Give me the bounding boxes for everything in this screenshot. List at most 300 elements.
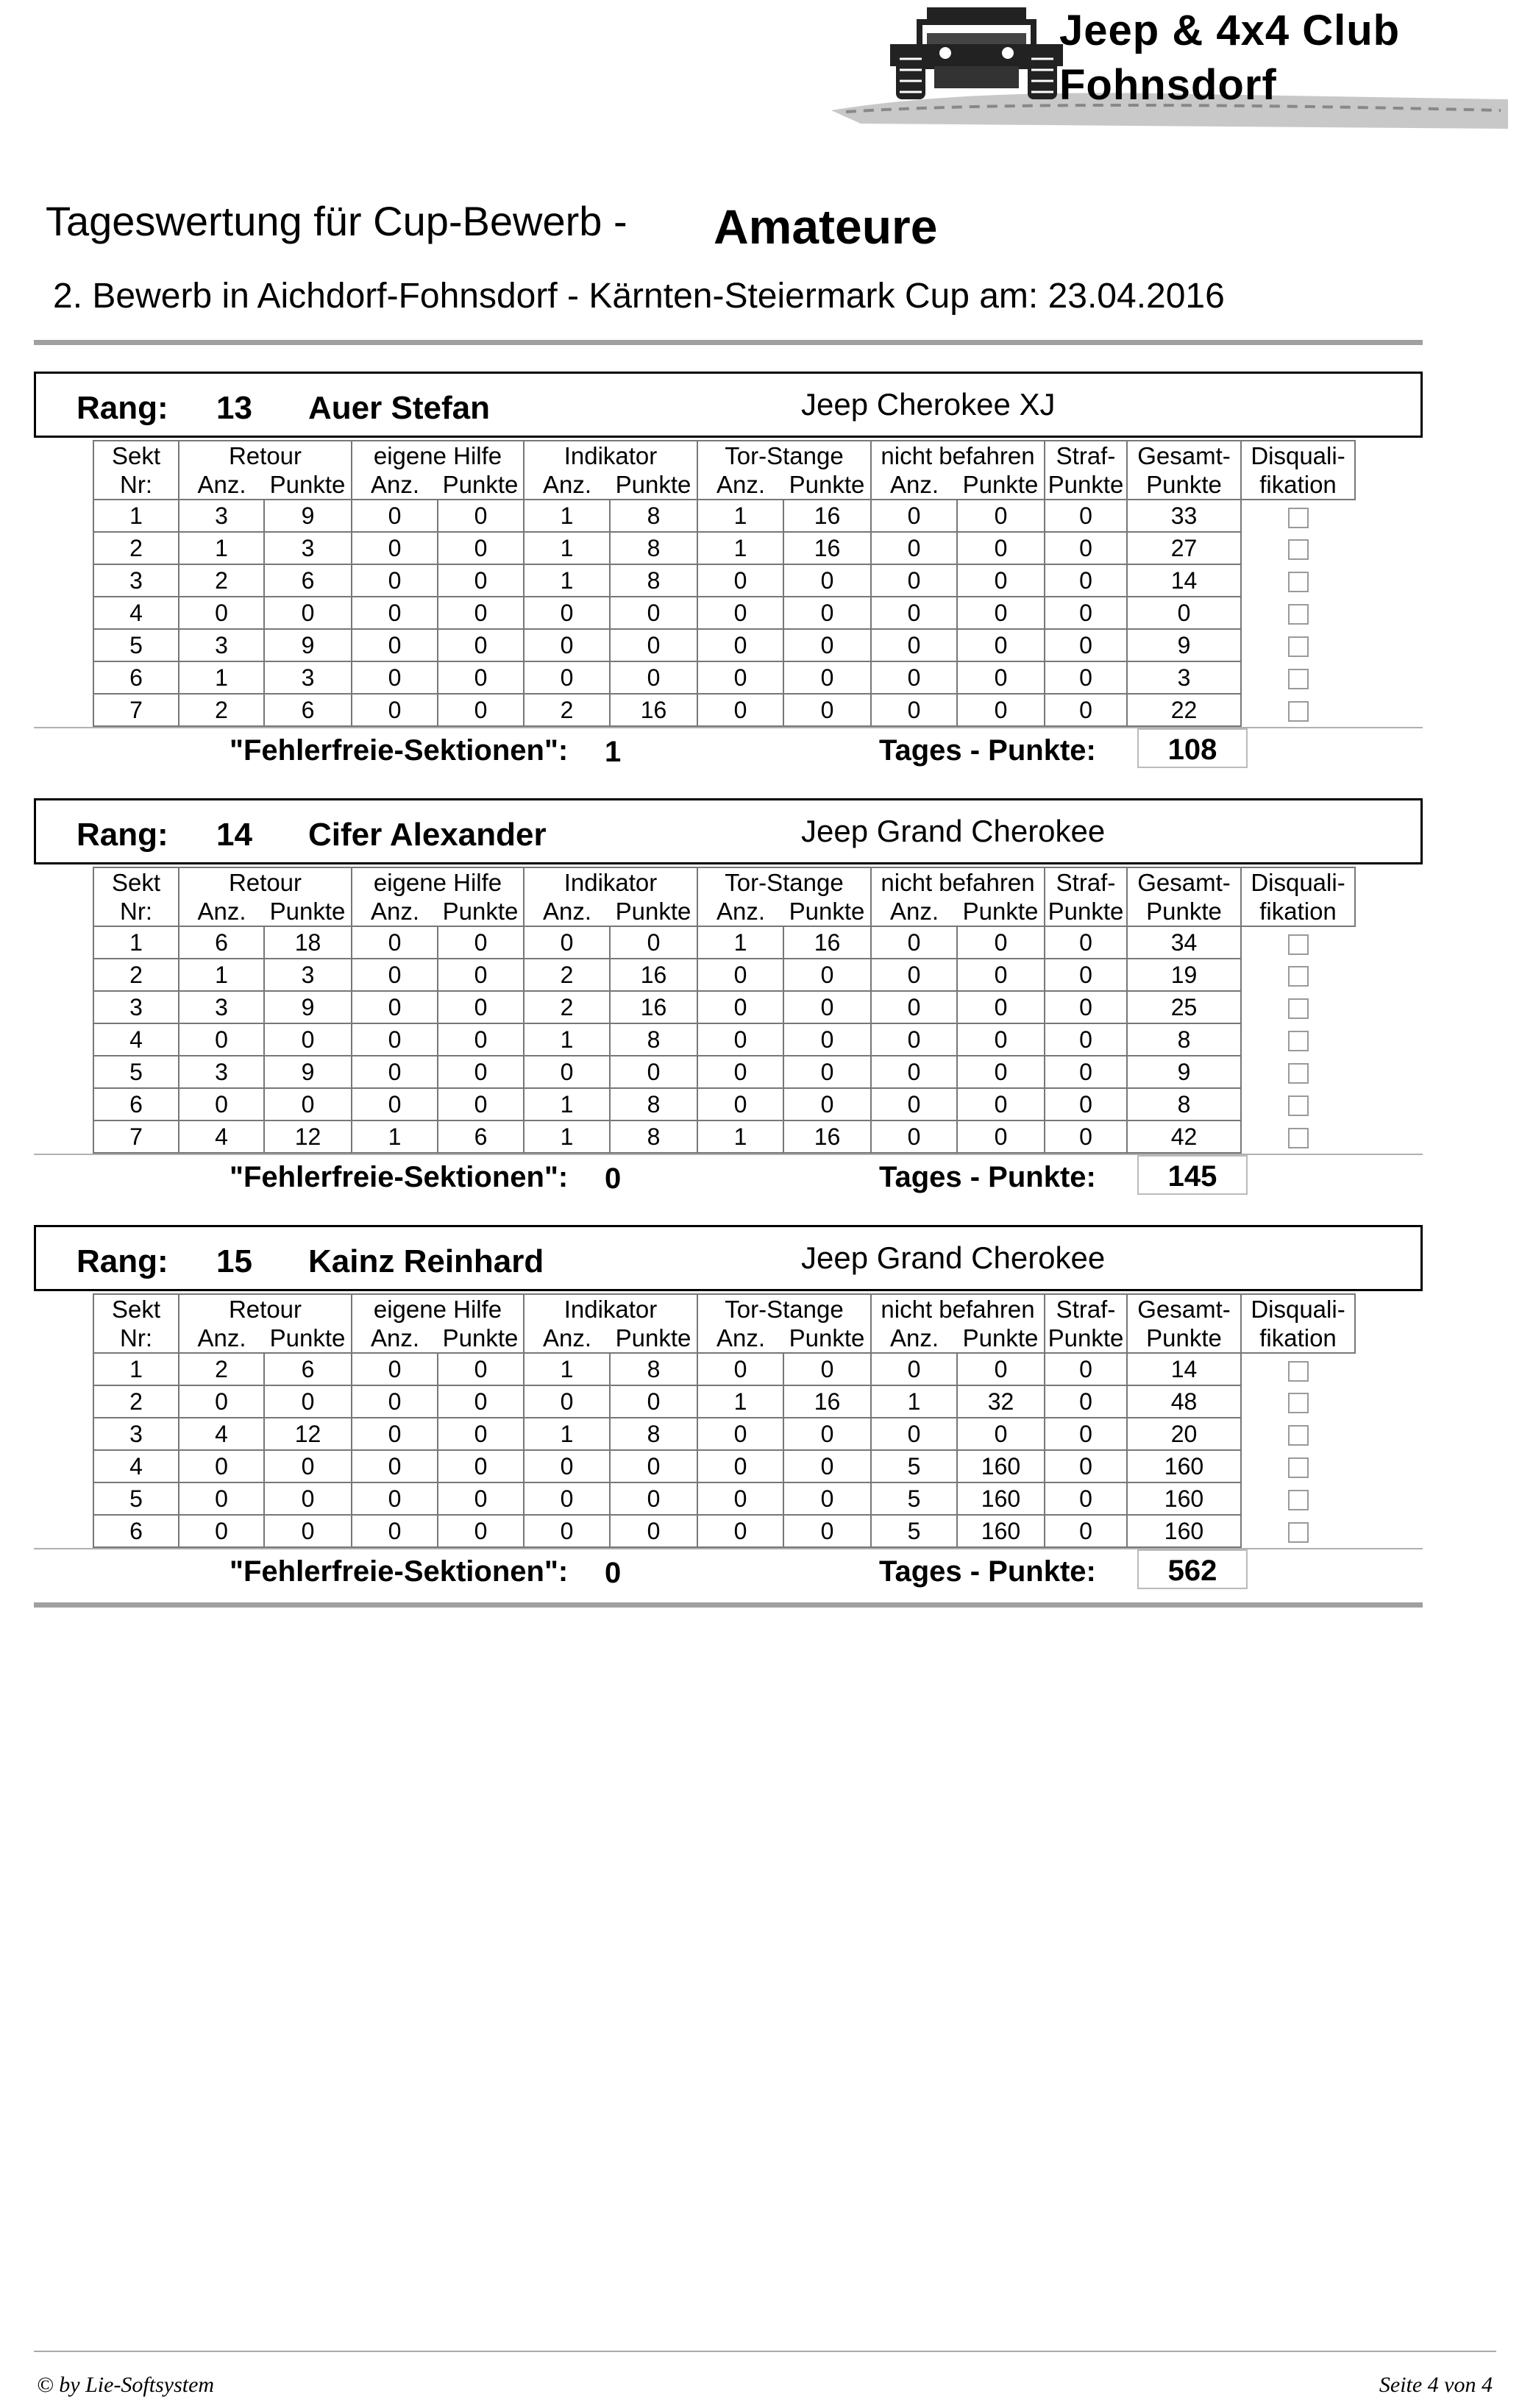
score-cell: 2: [524, 959, 610, 991]
score-cell: 2: [179, 1353, 264, 1385]
score-cell: 18: [264, 926, 352, 959]
score-cell: 5: [871, 1515, 957, 1547]
score-cell: 3: [179, 500, 264, 532]
disqualification-checkbox[interactable]: [1288, 701, 1309, 722]
column-subheader: Anz.: [524, 470, 610, 500]
score-cell: 0: [1045, 1353, 1127, 1385]
column-subheader: Punkte: [264, 897, 352, 926]
section-number: 6: [93, 661, 179, 694]
column-header: nicht befahren: [871, 1294, 1045, 1324]
score-cell: 0: [438, 661, 524, 694]
column-subheader: Punkte: [438, 897, 524, 926]
score-cell: 0: [352, 1353, 438, 1385]
score-cell: 160: [1127, 1515, 1241, 1547]
score-cell: 0: [524, 597, 610, 629]
score-cell: 0: [783, 694, 871, 726]
column-subheader: Punkte: [264, 470, 352, 500]
score-cell: 0: [438, 1385, 524, 1418]
score-cell: 0: [871, 926, 957, 959]
score-cell: 2: [179, 694, 264, 726]
vehicle-name: Jeep Cherokee XJ: [801, 387, 1056, 422]
table-row: [93, 1385, 1355, 1418]
score-cell: 1: [697, 532, 783, 564]
score-cell: 0: [1045, 629, 1127, 661]
column-header: Retour: [179, 867, 352, 897]
score-cell: 0: [352, 597, 438, 629]
score-cell: 0: [438, 1515, 524, 1547]
score-cell: 1: [179, 959, 264, 991]
disqualification-cell: [1241, 1353, 1355, 1385]
score-cell: 0: [352, 564, 438, 597]
score-cell: 16: [783, 532, 871, 564]
page-title: Tageswertung für Cup-Bewerb -: [46, 198, 627, 244]
section-number: 3: [93, 564, 179, 597]
score-cell: 9: [264, 500, 352, 532]
column-header: Sekt: [93, 441, 179, 470]
column-header: Tor-Stange: [697, 867, 871, 897]
column-header: Indikator: [524, 441, 697, 470]
score-cell: 0: [871, 991, 957, 1023]
score-cell: 2: [524, 991, 610, 1023]
score-cell: 1: [524, 1353, 610, 1385]
section-number: 3: [93, 1418, 179, 1450]
table-row: [93, 1482, 1355, 1515]
score-cell: 8: [610, 564, 697, 597]
score-cell: 1: [697, 1120, 783, 1153]
top-divider: [34, 340, 1423, 345]
fehlerfrei-value: 1: [605, 736, 622, 768]
score-cell: 0: [871, 959, 957, 991]
tages-punkte-value: 108: [1137, 728, 1248, 768]
score-cell: 0: [1045, 597, 1127, 629]
score-cell: 0: [438, 959, 524, 991]
score-cell: 0: [783, 1450, 871, 1482]
score-cell: 6: [438, 1120, 524, 1153]
score-cell: 0: [438, 1482, 524, 1515]
disqualification-checkbox[interactable]: [1288, 934, 1309, 955]
score-cell: 0: [352, 629, 438, 661]
score-cell: 1: [871, 1385, 957, 1418]
disqualification-checkbox[interactable]: [1288, 1522, 1309, 1543]
score-cell: 19: [1127, 959, 1241, 991]
score-cell: 5: [871, 1482, 957, 1515]
score-cell: 0: [524, 1385, 610, 1418]
disqualification-checkbox[interactable]: [1288, 966, 1309, 987]
score-cell: 0: [352, 1515, 438, 1547]
score-cell: 16: [783, 1385, 871, 1418]
disqualification-checkbox[interactable]: [1288, 1393, 1309, 1413]
score-cell: 0: [1045, 500, 1127, 532]
score-table: [93, 867, 1356, 1154]
score-cell: 1: [179, 532, 264, 564]
score-cell: 8: [610, 1120, 697, 1153]
section-number: 3: [93, 991, 179, 1023]
score-cell: 0: [957, 694, 1045, 726]
section-number: 6: [93, 1088, 179, 1120]
table-row: [93, 1120, 1355, 1153]
tages-punkte-value: 145: [1137, 1155, 1248, 1195]
score-cell: 34: [1127, 926, 1241, 959]
score-cell: 0: [697, 629, 783, 661]
column-subheader: Punkte: [783, 1324, 871, 1353]
score-cell: 1: [179, 661, 264, 694]
event-subtitle: 2. Bewerb in Aichdorf-Fohnsdorf - Kärnten-Steiermark Cup am: 23.04.2016: [53, 277, 1225, 316]
table-row: [93, 532, 1355, 564]
section-number: 2: [93, 1385, 179, 1418]
table-row: [93, 1023, 1355, 1056]
score-cell: 0: [957, 1023, 1045, 1056]
score-cell: 0: [264, 1023, 352, 1056]
column-subheader: Punkte: [1127, 897, 1241, 926]
column-subheader: Anz.: [697, 897, 783, 926]
score-cell: 0: [957, 500, 1045, 532]
column-header: Indikator: [524, 867, 697, 897]
disqualification-checkbox[interactable]: [1288, 604, 1309, 625]
score-cell: 0: [957, 564, 1045, 597]
disqualification-cell: [1241, 597, 1355, 629]
column-subheader: Punkte: [1045, 897, 1127, 926]
section-number: 1: [93, 500, 179, 532]
score-cell: 0: [1045, 991, 1127, 1023]
score-cell: 0: [1045, 1450, 1127, 1482]
disqualification-cell: [1241, 1450, 1355, 1482]
column-subheader: Nr:: [93, 470, 179, 500]
disqualification-checkbox[interactable]: [1288, 636, 1309, 657]
score-cell: 0: [957, 1418, 1045, 1450]
score-cell: 16: [783, 926, 871, 959]
score-cell: 0: [352, 1385, 438, 1418]
score-cell: 0: [610, 1450, 697, 1482]
score-cell: 0: [352, 694, 438, 726]
score-cell: 0: [264, 597, 352, 629]
disqualification-checkbox[interactable]: [1288, 1063, 1309, 1084]
score-cell: 16: [610, 959, 697, 991]
score-cell: 8: [610, 500, 697, 532]
disqualification-checkbox[interactable]: [1288, 1128, 1309, 1148]
logo-text-line2: Fohnsdorf: [1059, 61, 1277, 109]
disqualification-checkbox[interactable]: [1288, 669, 1309, 689]
section-number: 1: [93, 1353, 179, 1385]
score-cell: 0: [697, 1515, 783, 1547]
disqualification-checkbox[interactable]: [1288, 572, 1309, 592]
score-cell: 3: [1127, 661, 1241, 694]
table-row: [93, 1056, 1355, 1088]
rang-label: Rang:: [77, 390, 168, 426]
column-subheader: Punkte: [610, 897, 697, 926]
score-cell: 0: [264, 1088, 352, 1120]
score-cell: 0: [179, 1088, 264, 1120]
column-subheader: Anz.: [352, 897, 438, 926]
score-cell: 0: [352, 661, 438, 694]
score-cell: 0: [524, 1450, 610, 1482]
driver-name: Cifer Alexander: [308, 817, 547, 853]
column-subheader: Punkte: [1127, 470, 1241, 500]
score-cell: 0: [783, 959, 871, 991]
score-cell: 6: [179, 926, 264, 959]
disqualification-checkbox[interactable]: [1288, 539, 1309, 560]
score-cell: 0: [783, 1023, 871, 1056]
disqualification-cell: [1241, 1418, 1355, 1450]
score-cell: 0: [957, 629, 1045, 661]
disqualification-checkbox[interactable]: [1288, 1361, 1309, 1382]
score-cell: 0: [697, 1088, 783, 1120]
table-row: [93, 694, 1355, 726]
table-row: [93, 597, 1355, 629]
score-cell: 0: [179, 1515, 264, 1547]
score-cell: 0: [783, 1418, 871, 1450]
column-header: Straf-: [1045, 867, 1127, 897]
score-table: [93, 440, 1356, 727]
score-cell: 3: [264, 661, 352, 694]
score-cell: 1: [352, 1120, 438, 1153]
score-cell: 3: [264, 959, 352, 991]
column-subheader: Punkte: [957, 470, 1045, 500]
score-cell: 0: [438, 532, 524, 564]
tages-punkte-value: 562: [1137, 1549, 1248, 1589]
disqualification-checkbox[interactable]: [1288, 1425, 1309, 1446]
score-cell: 8: [610, 1353, 697, 1385]
score-cell: 0: [438, 991, 524, 1023]
score-cell: 16: [783, 1120, 871, 1153]
disqualification-cell: [1241, 1023, 1355, 1056]
score-cell: 8: [1127, 1023, 1241, 1056]
disqualification-checkbox[interactable]: [1288, 1490, 1309, 1510]
score-cell: 0: [1045, 926, 1127, 959]
score-cell: 0: [1045, 1088, 1127, 1120]
table-row: [93, 959, 1355, 991]
column-header: Disquali-: [1241, 441, 1355, 470]
score-cell: 0: [1045, 1515, 1127, 1547]
score-cell: 0: [352, 926, 438, 959]
score-cell: 3: [179, 1056, 264, 1088]
score-cell: 0: [783, 629, 871, 661]
score-cell: 0: [697, 597, 783, 629]
column-subheader: Punkte: [783, 470, 871, 500]
score-cell: 0: [438, 926, 524, 959]
disqualification-cell: [1241, 1120, 1355, 1153]
score-cell: 5: [871, 1450, 957, 1482]
column-subheader: Anz.: [871, 1324, 957, 1353]
score-cell: 160: [1127, 1482, 1241, 1515]
score-cell: 0: [1045, 1056, 1127, 1088]
score-cell: 0: [871, 1120, 957, 1153]
footer-divider: [34, 2351, 1496, 2352]
table-row: [93, 1418, 1355, 1450]
table-row: [93, 991, 1355, 1023]
score-cell: 0: [610, 597, 697, 629]
score-cell: 0: [438, 597, 524, 629]
disqualification-checkbox[interactable]: [1288, 998, 1309, 1019]
disqualification-cell: [1241, 661, 1355, 694]
score-cell: 0: [524, 1515, 610, 1547]
disqualification-cell: [1241, 1385, 1355, 1418]
score-cell: 0: [871, 1088, 957, 1120]
score-cell: 1: [697, 1385, 783, 1418]
column-subheader: Punkte: [438, 470, 524, 500]
score-cell: 16: [783, 500, 871, 532]
score-cell: 0: [610, 1515, 697, 1547]
score-cell: 0: [610, 926, 697, 959]
disqualification-cell: [1241, 694, 1355, 726]
score-cell: 0: [610, 661, 697, 694]
section-number: 7: [93, 694, 179, 726]
fehlerfrei-label: "Fehlerfreie-Sektionen":: [230, 1555, 569, 1588]
disqualification-checkbox[interactable]: [1288, 508, 1309, 528]
score-cell: 0: [697, 1482, 783, 1515]
score-cell: 9: [1127, 1056, 1241, 1088]
logo-text-line1: Jeep & 4x4 Club: [1059, 7, 1401, 54]
section-number: 5: [93, 1482, 179, 1515]
table-row: [93, 661, 1355, 694]
score-cell: 0: [264, 1450, 352, 1482]
score-cell: 8: [610, 1418, 697, 1450]
disqualification-cell: [1241, 1088, 1355, 1120]
score-cell: 0: [783, 991, 871, 1023]
score-cell: 0: [438, 1450, 524, 1482]
score-cell: 0: [524, 661, 610, 694]
column-subheader: Anz.: [179, 470, 264, 500]
disqualification-cell: [1241, 629, 1355, 661]
score-cell: 0: [352, 1023, 438, 1056]
table-row: [93, 500, 1355, 532]
disqualification-cell: [1241, 1515, 1355, 1547]
score-cell: 0: [524, 926, 610, 959]
score-cell: 0: [1045, 959, 1127, 991]
score-cell: 0: [610, 1385, 697, 1418]
column-header: Disquali-: [1241, 1294, 1355, 1324]
column-subheader: Anz.: [352, 470, 438, 500]
score-cell: 0: [352, 991, 438, 1023]
score-cell: 3: [264, 532, 352, 564]
score-cell: 0: [957, 1353, 1045, 1385]
column-subheader: Punkte: [957, 897, 1045, 926]
score-cell: 0: [610, 1482, 697, 1515]
column-header: eigene Hilfe: [352, 441, 524, 470]
column-subheader: Anz.: [524, 1324, 610, 1353]
score-cell: 0: [871, 1418, 957, 1450]
score-cell: 0: [438, 1353, 524, 1385]
score-cell: 0: [783, 1515, 871, 1547]
column-header: Tor-Stange: [697, 1294, 871, 1324]
score-cell: 0: [1127, 597, 1241, 629]
score-cell: 1: [524, 532, 610, 564]
column-subheader: Anz.: [179, 897, 264, 926]
score-cell: 0: [697, 661, 783, 694]
column-header: Retour: [179, 441, 352, 470]
rang-header: [34, 798, 1423, 864]
score-cell: 0: [957, 1056, 1045, 1088]
score-cell: 0: [524, 1482, 610, 1515]
score-cell: 14: [1127, 564, 1241, 597]
score-cell: 0: [179, 597, 264, 629]
score-cell: 0: [524, 1056, 610, 1088]
score-cell: 0: [697, 959, 783, 991]
column-subheader: Punkte: [610, 1324, 697, 1353]
tages-punkte-label: Tages - Punkte:: [879, 1161, 1096, 1193]
column-subheader: Punkte: [1045, 1324, 1127, 1353]
score-cell: 0: [1045, 1418, 1127, 1450]
disqualification-cell: [1241, 926, 1355, 959]
score-cell: 0: [352, 532, 438, 564]
score-cell: 0: [610, 629, 697, 661]
column-subheader: Anz.: [697, 470, 783, 500]
column-subheader: fikation: [1241, 1324, 1355, 1353]
score-cell: 0: [1045, 1385, 1127, 1418]
score-cell: 0: [697, 991, 783, 1023]
rang-number: 13: [216, 390, 252, 426]
score-cell: 1: [524, 1088, 610, 1120]
score-cell: 0: [438, 1418, 524, 1450]
column-header: Indikator: [524, 1294, 697, 1324]
score-cell: 0: [264, 1515, 352, 1547]
driver-name: Kainz Reinhard: [308, 1243, 544, 1279]
score-cell: 9: [264, 991, 352, 1023]
rang-label: Rang:: [77, 1243, 168, 1279]
score-cell: 27: [1127, 532, 1241, 564]
vehicle-name: Jeep Grand Cherokee: [801, 1240, 1106, 1275]
table-row: [93, 629, 1355, 661]
score-cell: 0: [438, 564, 524, 597]
score-cell: 0: [179, 1385, 264, 1418]
score-cell: 20: [1127, 1418, 1241, 1450]
score-cell: 0: [783, 564, 871, 597]
score-cell: 16: [610, 694, 697, 726]
score-cell: 48: [1127, 1385, 1241, 1418]
column-subheader: Punkte: [264, 1324, 352, 1353]
column-header: eigene Hilfe: [352, 1294, 524, 1324]
score-cell: 6: [264, 1353, 352, 1385]
score-cell: 3: [179, 991, 264, 1023]
score-cell: 0: [438, 1056, 524, 1088]
score-cell: 0: [871, 694, 957, 726]
column-subheader: Anz.: [179, 1324, 264, 1353]
column-subheader: Anz.: [524, 897, 610, 926]
score-cell: 0: [352, 500, 438, 532]
table-row: [93, 1515, 1355, 1547]
score-cell: 8: [1127, 1088, 1241, 1120]
column-header: Straf-: [1045, 441, 1127, 470]
score-cell: 0: [871, 564, 957, 597]
score-cell: 0: [957, 959, 1045, 991]
score-cell: 0: [352, 1088, 438, 1120]
score-cell: 0: [697, 1418, 783, 1450]
table-row: [93, 564, 1355, 597]
disqualification-checkbox[interactable]: [1288, 1031, 1309, 1051]
column-header: Tor-Stange: [697, 441, 871, 470]
disqualification-checkbox[interactable]: [1288, 1095, 1309, 1116]
column-subheader: fikation: [1241, 897, 1355, 926]
column-header: Retour: [179, 1294, 352, 1324]
score-cell: 0: [352, 1482, 438, 1515]
score-cell: 0: [697, 564, 783, 597]
score-cell: 0: [179, 1450, 264, 1482]
score-cell: 160: [957, 1450, 1045, 1482]
score-cell: 0: [697, 694, 783, 726]
column-header: Sekt: [93, 1294, 179, 1324]
fehlerfrei-label: "Fehlerfreie-Sektionen":: [230, 1161, 569, 1193]
score-cell: 0: [352, 1056, 438, 1088]
score-cell: 0: [957, 1120, 1045, 1153]
disqualification-cell: [1241, 1482, 1355, 1515]
column-subheader: Nr:: [93, 897, 179, 926]
score-cell: 0: [352, 1450, 438, 1482]
score-cell: 0: [264, 1482, 352, 1515]
disqualification-checkbox[interactable]: [1288, 1457, 1309, 1478]
score-cell: 0: [957, 532, 1045, 564]
score-cell: 0: [783, 1482, 871, 1515]
score-cell: 0: [957, 1088, 1045, 1120]
column-subheader: Anz.: [871, 897, 957, 926]
